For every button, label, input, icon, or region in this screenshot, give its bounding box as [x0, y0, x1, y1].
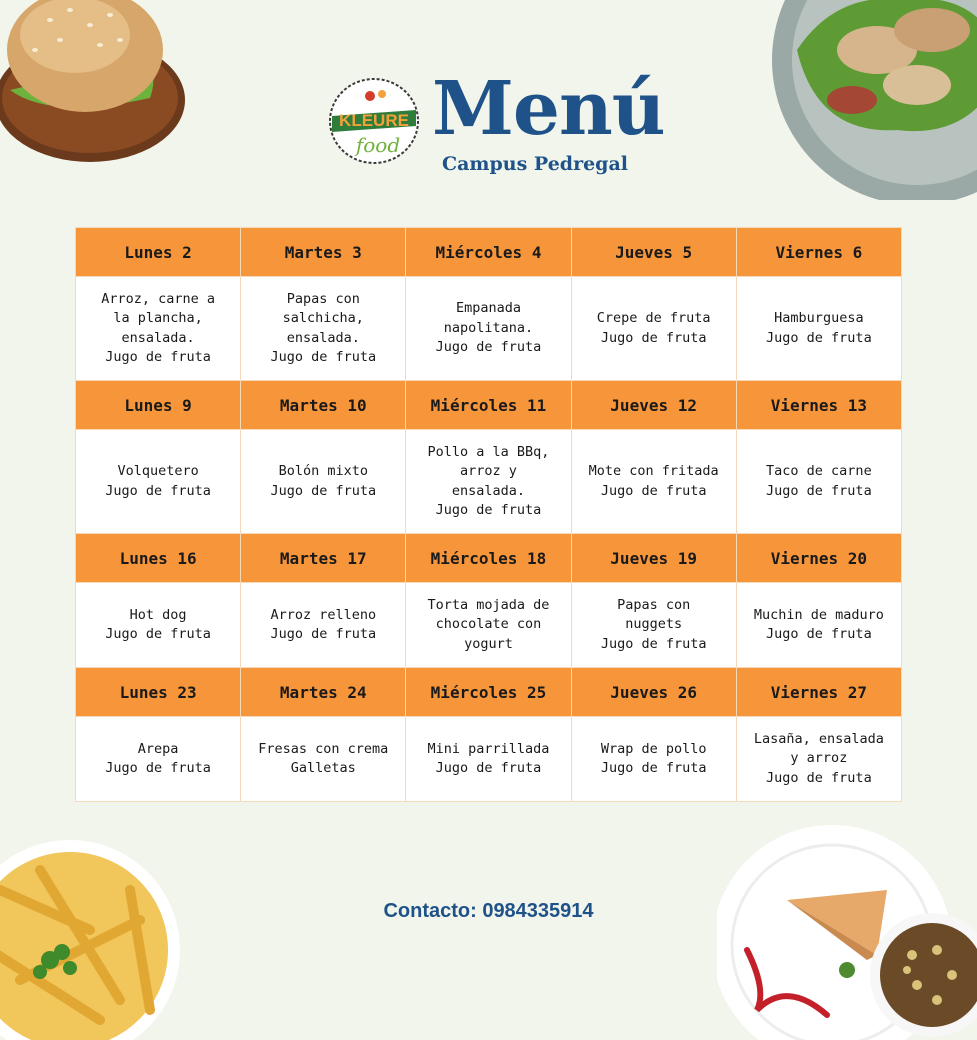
day-header: Martes 3	[241, 228, 406, 277]
meal-cell: Torta mojada de chocolate con yogurt	[406, 583, 571, 668]
day-header: Martes 10	[241, 381, 406, 430]
week-4-meals-row	[76, 717, 902, 802]
meal-cell: Mini parrillada Jugo de fruta	[406, 717, 571, 802]
week-1-meals-row	[76, 277, 902, 381]
burger-image	[0, 0, 190, 180]
week-3-meals-row	[76, 583, 902, 668]
kleure-food-logo	[326, 76, 422, 166]
day-header: Miércoles 18	[406, 534, 571, 583]
day-header: Jueves 12	[571, 381, 736, 430]
fries-bowl-image	[0, 830, 190, 1040]
day-header: Viernes 6	[736, 228, 901, 277]
day-header: Jueves 19	[571, 534, 736, 583]
menu-calendar-table	[75, 227, 902, 802]
contact-phone: Contacto: 0984335914	[383, 900, 594, 922]
week-2-meals-row	[76, 430, 902, 534]
day-header: Martes 17	[241, 534, 406, 583]
meal-cell: Arroz, carne a la plancha, ensalada. Jugo de fruta	[76, 277, 241, 381]
week-3-header-row	[76, 534, 902, 583]
meal-cell: Pollo a la BBq, arroz y ensalada. Jugo de fruta	[406, 430, 571, 534]
meal-cell: Mote con fritada Jugo de fruta	[571, 430, 736, 534]
meal-cell: Papas con nuggets Jugo de fruta	[571, 583, 736, 668]
day-header: Viernes 13	[736, 381, 901, 430]
day-header: Miércoles 25	[406, 668, 571, 717]
salad-plate-image	[757, 0, 977, 200]
day-header: Lunes 16	[76, 534, 241, 583]
meal-cell: Wrap de pollo Jugo de fruta	[571, 717, 736, 802]
meal-cell: Empanada napolitana. Jugo de fruta	[406, 277, 571, 381]
meal-cell: Muchin de maduro Jugo de fruta	[736, 583, 901, 668]
day-header: Jueves 5	[571, 228, 736, 277]
page-title: Menú	[432, 66, 665, 152]
meal-cell: Crepe de fruta Jugo de fruta	[571, 277, 736, 381]
day-header: Jueves 26	[571, 668, 736, 717]
campus-subtitle: Campus Pedregal	[441, 153, 628, 175]
day-header: Lunes 9	[76, 381, 241, 430]
meal-cell: Taco de carne Jugo de fruta	[736, 430, 901, 534]
svg-text:food: food	[355, 133, 401, 157]
meal-cell: Lasaña, ensalada y arroz Jugo de fruta	[736, 717, 901, 802]
day-header: Lunes 23	[76, 668, 241, 717]
meal-cell: Arepa Jugo de fruta	[76, 717, 241, 802]
meal-cell: Arroz relleno Jugo de fruta	[241, 583, 406, 668]
meal-cell: Fresas con crema Galletas	[241, 717, 406, 802]
meal-cell: Hamburguesa Jugo de fruta	[736, 277, 901, 381]
week-2-header-row	[76, 381, 902, 430]
day-header: Miércoles 4	[406, 228, 571, 277]
day-header: Martes 24	[241, 668, 406, 717]
day-header: Miércoles 11	[406, 381, 571, 430]
tea-cup-image	[867, 910, 977, 1040]
week-4-header-row	[76, 668, 902, 717]
day-header: Viernes 27	[736, 668, 901, 717]
meal-cell: Papas con salchicha, ensalada. Jugo de fruta	[241, 277, 406, 381]
meal-cell: Hot dog Jugo de fruta	[76, 583, 241, 668]
week-1-header-row	[76, 228, 902, 277]
day-header: Lunes 2	[76, 228, 241, 277]
meal-cell: Volquetero Jugo de fruta	[76, 430, 241, 534]
day-header: Viernes 20	[736, 534, 901, 583]
svg-text:KLEURE: KLEURE	[339, 111, 409, 130]
meal-cell: Bolón mixto Jugo de fruta	[241, 430, 406, 534]
